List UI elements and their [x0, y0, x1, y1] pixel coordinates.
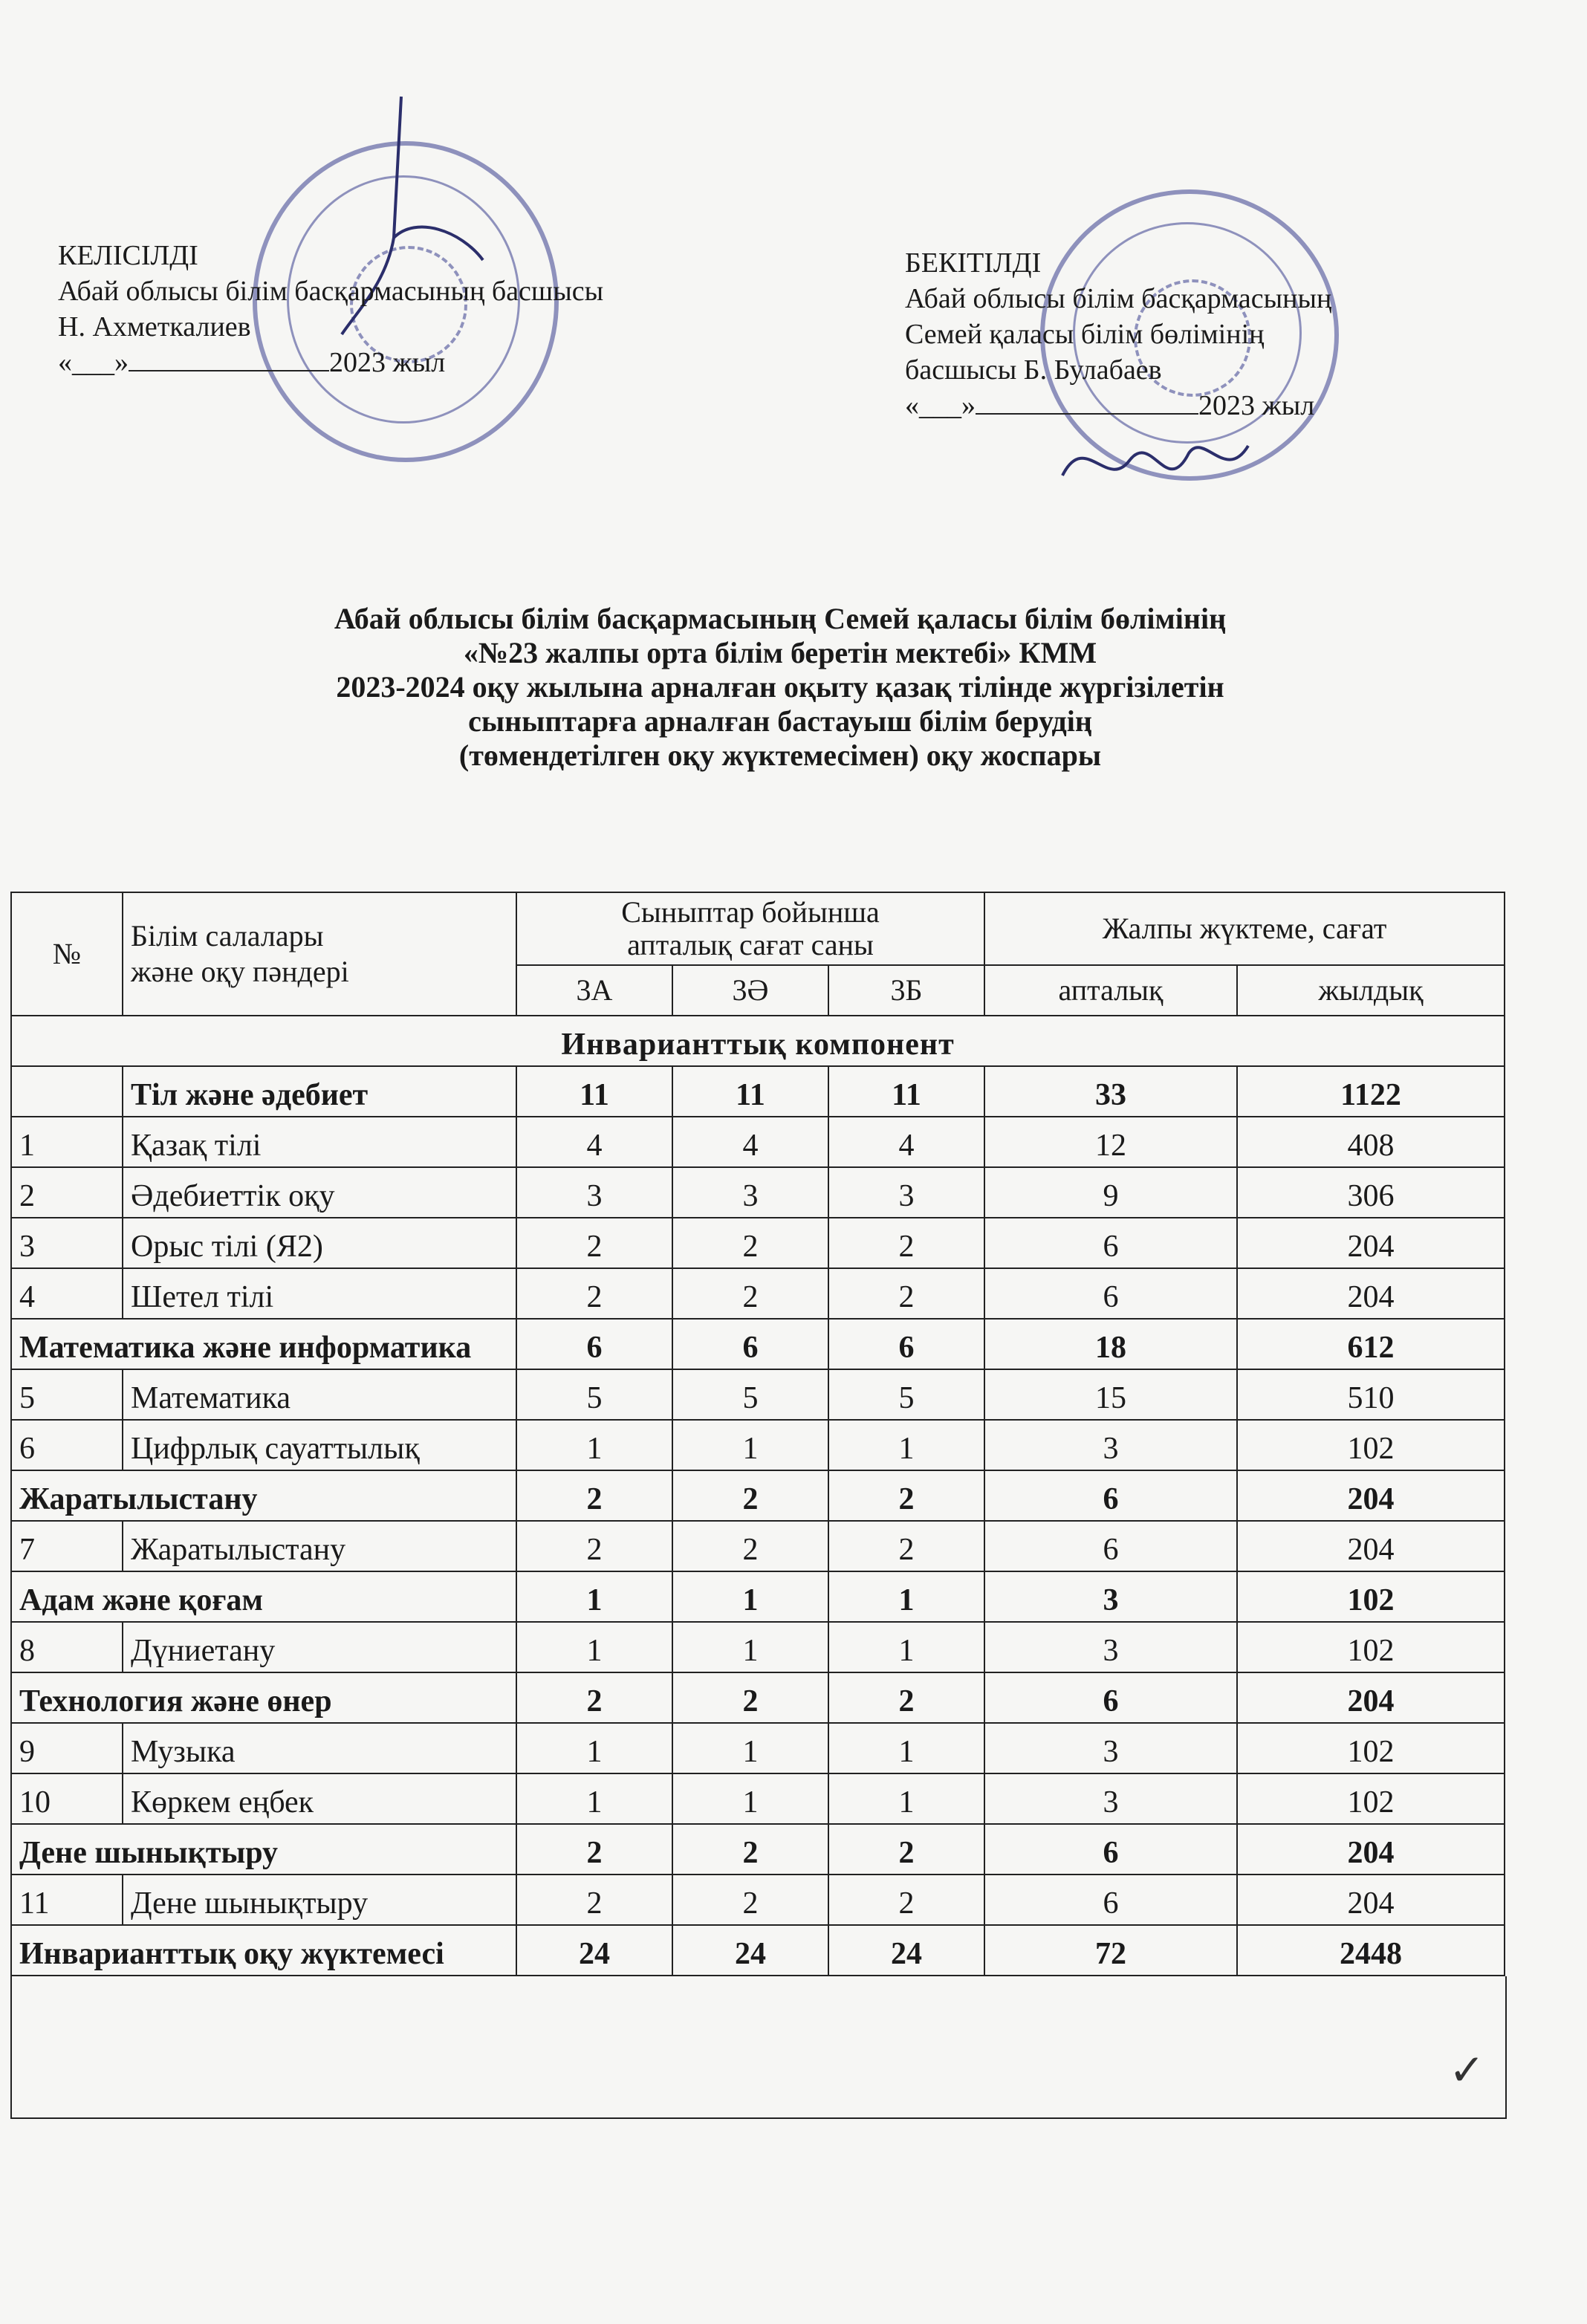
approval-name: басшысы Б. Булабаев: [905, 354, 1162, 386]
approval-position: Абай облысы білім басқармасының басшысы: [58, 276, 604, 307]
class-hours-cell: 1: [828, 1622, 984, 1672]
group-row: [11, 1571, 1505, 1622]
yearly-hours-cell: 2448: [1237, 1925, 1505, 1976]
class-hours-cell: 1: [672, 1420, 828, 1470]
class-hours-cell: 11: [516, 1066, 672, 1117]
group-name-cell: Дене шынықтыру: [11, 1824, 516, 1875]
class-hours-cell: 2: [672, 1672, 828, 1723]
date-year: 2023 жыл: [1198, 390, 1315, 421]
weekly-hours-cell: 3: [984, 1773, 1237, 1824]
class-hours-cell: 1: [828, 1723, 984, 1773]
weekly-hours-cell: 3: [984, 1622, 1237, 1672]
weekly-hours-cell: 15: [984, 1369, 1237, 1420]
row-number-cell: 9: [11, 1723, 123, 1773]
row-number-cell: 6: [11, 1420, 123, 1470]
yearly-hours-cell: 510: [1237, 1369, 1505, 1420]
class-hours-cell: 6: [672, 1319, 828, 1369]
class-hours-cell: 2: [672, 1268, 828, 1319]
class-hours-cell: 2: [828, 1268, 984, 1319]
row-number-cell: 2: [11, 1167, 123, 1218]
header-weekly-by-class: Сыныптар бойынша апталық сағат саны: [516, 892, 984, 965]
group-row: [11, 1824, 1505, 1875]
class-hours-cell: 11: [828, 1066, 984, 1117]
class-hours-cell: 11: [672, 1066, 828, 1117]
class-hours-cell: 1: [672, 1571, 828, 1622]
class-hours-cell: 24: [828, 1925, 984, 1976]
weekly-hours-cell: 6: [984, 1268, 1237, 1319]
weekly-hours-cell: 6: [984, 1218, 1237, 1268]
class-hours-cell: 2: [828, 1470, 984, 1521]
yearly-hours-cell: 408: [1237, 1117, 1505, 1167]
yearly-hours-cell: 204: [1237, 1875, 1505, 1925]
yearly-hours-cell: 306: [1237, 1167, 1505, 1218]
yearly-hours-cell: 102: [1237, 1773, 1505, 1824]
table-row: [11, 1773, 1505, 1824]
subject-name-cell: Цифрлық сауаттылық: [123, 1420, 516, 1470]
group-row: [11, 1470, 1505, 1521]
table-row: [11, 1218, 1505, 1268]
table-row: [11, 1268, 1505, 1319]
date-blank: [976, 391, 1198, 415]
row-number-cell: 1: [11, 1117, 123, 1167]
row-number-cell: 3: [11, 1218, 123, 1268]
weekly-hours-cell: 3: [984, 1571, 1237, 1622]
header-class: 3Б: [828, 965, 984, 1016]
group-name-cell: Тіл және әдебиет: [123, 1066, 516, 1117]
class-hours-cell: 1: [516, 1622, 672, 1672]
row-number-cell: 5: [11, 1369, 123, 1420]
title-line: 2023-2024 оқу жылына арналған оқыту қазақ тілінде жүргізілетін: [336, 670, 1224, 704]
approval-department: Семей қаласы білім бөлімінің: [905, 319, 1265, 350]
weekly-hours-cell: 18: [984, 1319, 1237, 1369]
approval-heading: БЕКІТІЛДІ: [905, 247, 1042, 279]
table-row: [11, 1875, 1505, 1925]
date-blank: [129, 348, 329, 371]
class-hours-cell: 3: [516, 1167, 672, 1218]
section-row: [11, 1016, 1505, 1066]
subject-name-cell: Орыс тілі (Я2): [123, 1218, 516, 1268]
class-hours-cell: 2: [828, 1672, 984, 1723]
row-number-cell: 4: [11, 1268, 123, 1319]
weekly-hours-cell: 9: [984, 1167, 1237, 1218]
title-line: сыныптарға арналған бастауыш білім берудің: [468, 704, 1092, 738]
table-row: [11, 1420, 1505, 1470]
subject-name-cell: Әдебиеттік оқу: [123, 1167, 516, 1218]
subject-name-cell: Көркем еңбек: [123, 1773, 516, 1824]
yearly-hours-cell: 102: [1237, 1622, 1505, 1672]
weekly-hours-cell: 33: [984, 1066, 1237, 1117]
class-hours-cell: 2: [516, 1824, 672, 1875]
yearly-hours-cell: 612: [1237, 1319, 1505, 1369]
table-row: [11, 1117, 1505, 1167]
approval-position: Абай облысы білім басқармасының: [905, 283, 1332, 314]
class-hours-cell: 4: [672, 1117, 828, 1167]
document-title: [111, 602, 1449, 773]
curriculum-table: [10, 892, 1505, 1976]
class-hours-cell: 1: [516, 1420, 672, 1470]
title-line: «№23 жалпы орта білім беретін мектебі» КММ: [463, 636, 1097, 669]
yearly-hours-cell: 204: [1237, 1521, 1505, 1571]
header-class: 3Ә: [672, 965, 828, 1016]
weekly-hours-cell: 3: [984, 1420, 1237, 1470]
header-no: №: [11, 892, 123, 1016]
weekly-hours-cell: 12: [984, 1117, 1237, 1167]
group-name-cell: Адам және қоғам: [11, 1571, 516, 1622]
weekly-hours-cell: 6: [984, 1470, 1237, 1521]
table-header-row: [11, 892, 1505, 965]
class-hours-cell: 5: [672, 1369, 828, 1420]
class-hours-cell: 2: [828, 1521, 984, 1571]
table-row: [11, 1167, 1505, 1218]
table-row: [11, 1723, 1505, 1773]
approval-block-right: [905, 245, 1331, 423]
group-name-cell: Инварианттық оқу жүктемесі: [11, 1925, 516, 1976]
weekly-hours-cell: 6: [984, 1875, 1237, 1925]
group-row: [11, 1319, 1505, 1369]
class-hours-cell: 1: [672, 1723, 828, 1773]
signature-right: [1055, 416, 1263, 505]
header-total-load: Жалпы жүктеме, сағат: [984, 892, 1505, 965]
class-hours-cell: 2: [828, 1218, 984, 1268]
row-number-cell: 11: [11, 1875, 123, 1925]
approval-date: [58, 345, 603, 380]
class-hours-cell: 4: [516, 1117, 672, 1167]
approval-name: Н. Ахметкалиев: [58, 311, 251, 343]
row-number-cell: 8: [11, 1622, 123, 1672]
header-weekly: апталық: [984, 965, 1237, 1016]
group-row: [11, 1672, 1505, 1723]
class-hours-cell: 1: [516, 1571, 672, 1622]
yearly-hours-cell: 204: [1237, 1672, 1505, 1723]
subject-name-cell: Дүниетану: [123, 1622, 516, 1672]
table-row: [11, 1369, 1505, 1420]
class-hours-cell: 2: [516, 1218, 672, 1268]
class-hours-cell: 2: [672, 1470, 828, 1521]
class-hours-cell: 1: [672, 1773, 828, 1824]
title-line: Абай облысы білім басқармасының Семей қаласы білім бөлімінің: [334, 602, 1227, 635]
header-yearly: жылдық: [1237, 965, 1505, 1016]
weekly-hours-cell: 6: [984, 1521, 1237, 1571]
yearly-hours-cell: 204: [1237, 1470, 1505, 1521]
class-hours-cell: 2: [516, 1268, 672, 1319]
checkmark-mark: ✓: [1449, 2046, 1485, 2094]
date-prefix: «___»: [905, 390, 976, 421]
class-hours-cell: 2: [672, 1521, 828, 1571]
class-hours-cell: 5: [516, 1369, 672, 1420]
subject-name-cell: Шетел тілі: [123, 1268, 516, 1319]
subject-name-cell: Қазақ тілі: [123, 1117, 516, 1167]
row-number-cell: [11, 1066, 123, 1117]
class-hours-cell: 5: [828, 1369, 984, 1420]
class-hours-cell: 1: [828, 1571, 984, 1622]
class-hours-cell: 2: [672, 1824, 828, 1875]
class-hours-cell: 2: [516, 1521, 672, 1571]
class-hours-cell: 6: [516, 1319, 672, 1369]
class-hours-cell: 1: [672, 1622, 828, 1672]
group-row: [11, 1066, 1505, 1117]
class-hours-cell: 2: [828, 1824, 984, 1875]
class-hours-cell: 24: [516, 1925, 672, 1976]
group-name-cell: Технология және өнер: [11, 1672, 516, 1723]
group-name-cell: Математика және информатика: [11, 1319, 516, 1369]
approval-block-left: [58, 238, 603, 380]
date-year: 2023 жыл: [329, 347, 446, 378]
table-footer-area: [10, 1976, 1507, 2119]
class-hours-cell: 2: [672, 1218, 828, 1268]
class-hours-cell: 1: [516, 1723, 672, 1773]
yearly-hours-cell: 102: [1237, 1723, 1505, 1773]
group-row: [11, 1925, 1505, 1976]
weekly-hours-cell: 3: [984, 1723, 1237, 1773]
table-row: [11, 1521, 1505, 1571]
class-hours-cell: 24: [672, 1925, 828, 1976]
weekly-hours-cell: 6: [984, 1824, 1237, 1875]
yearly-hours-cell: 204: [1237, 1824, 1505, 1875]
class-hours-cell: 2: [516, 1470, 672, 1521]
yearly-hours-cell: 204: [1237, 1268, 1505, 1319]
weekly-hours-cell: 6: [984, 1672, 1237, 1723]
subject-name-cell: Дене шынықтыру: [123, 1875, 516, 1925]
yearly-hours-cell: 102: [1237, 1571, 1505, 1622]
class-hours-cell: 2: [828, 1875, 984, 1925]
subject-name-cell: Музыка: [123, 1723, 516, 1773]
yearly-hours-cell: 1122: [1237, 1066, 1505, 1117]
class-hours-cell: 6: [828, 1319, 984, 1369]
yearly-hours-cell: 204: [1237, 1218, 1505, 1268]
row-number-cell: 10: [11, 1773, 123, 1824]
class-hours-cell: 3: [828, 1167, 984, 1218]
class-hours-cell: 2: [516, 1875, 672, 1925]
yearly-hours-cell: 102: [1237, 1420, 1505, 1470]
weekly-hours-cell: 72: [984, 1925, 1237, 1976]
section-title: Инварианттық компонент: [11, 1016, 1505, 1066]
title-line: (төмендетілген оқу жүктемесімен) оқу жоспары: [458, 739, 1102, 772]
class-hours-cell: 1: [828, 1773, 984, 1824]
date-prefix: «___»: [58, 347, 129, 378]
approval-heading: КЕЛІСІЛДІ: [58, 240, 198, 271]
table-row: [11, 1622, 1505, 1672]
group-name-cell: Жаратылыстану: [11, 1470, 516, 1521]
class-hours-cell: 1: [516, 1773, 672, 1824]
class-hours-cell: 2: [516, 1672, 672, 1723]
class-hours-cell: 4: [828, 1117, 984, 1167]
header-subjects: Білім салалары және оқу пәндері: [123, 892, 516, 1016]
class-hours-cell: 3: [672, 1167, 828, 1218]
row-number-cell: 7: [11, 1521, 123, 1571]
subject-name-cell: Жаратылыстану: [123, 1521, 516, 1571]
class-hours-cell: 1: [828, 1420, 984, 1470]
approval-date: [905, 388, 1331, 423]
subject-name-cell: Математика: [123, 1369, 516, 1420]
header-class: 3А: [516, 965, 672, 1016]
class-hours-cell: 2: [672, 1875, 828, 1925]
